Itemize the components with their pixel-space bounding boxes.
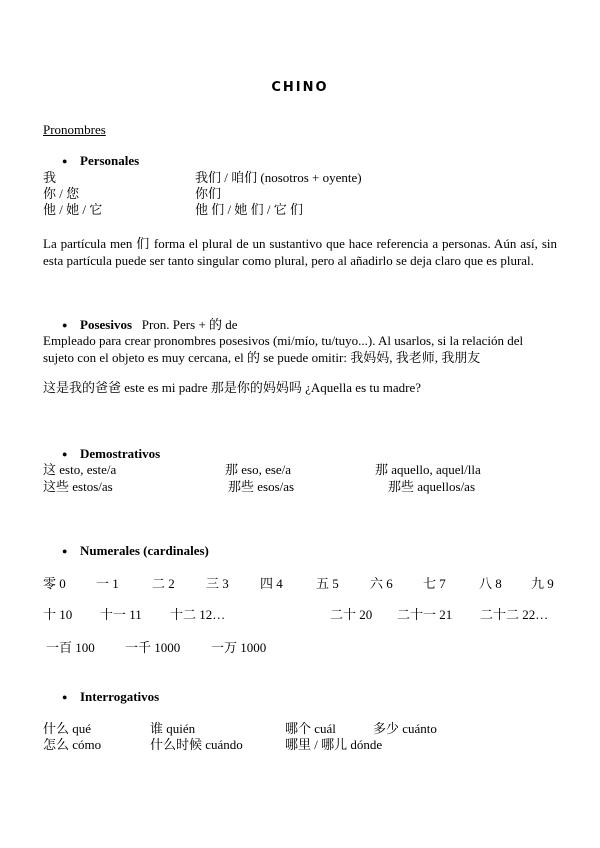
pronoun-plural: 你们: [195, 186, 222, 201]
posesivos-label: Posesivos: [80, 317, 132, 332]
numeral: 十二 12…: [170, 607, 226, 622]
numeral: 一万 1000: [211, 640, 267, 655]
plural-note: La partícula men 们 forma el plural de un sustantivo que hace referencia a personas. Aún así, sin esta partícula puede ser tanto singular como plural, pero al añadirlo se deja claro que es plural.: [43, 236, 557, 268]
numeral: 三 3: [206, 576, 229, 591]
interrogative: 怎么 cómo: [43, 737, 102, 752]
numeral: 九 9: [531, 576, 554, 591]
numeral: 六 6: [370, 576, 393, 591]
pronoun-plural: 他 们 / 她 们 / 它 们: [195, 202, 303, 217]
pronoun-plural: 我们 / 咱们 (nosotros + oyente): [195, 170, 362, 185]
subheading-interrogativos: ● Interrogativos: [80, 689, 159, 705]
pronoun-singular: 我: [43, 170, 57, 185]
pronoun-singular: 你 / 您: [43, 186, 80, 201]
interrogative: 哪个 cuál: [285, 721, 336, 736]
interrogative: 哪里 / 哪儿 dónde: [285, 737, 383, 752]
numeral: 四 4: [260, 576, 283, 591]
numeral: 五 5: [316, 576, 339, 591]
numeral: 一千 1000: [125, 640, 181, 655]
posesivos-example: 这是我的爸爸 este es mi padre 那是你的妈妈吗 ¿Aquella es tu madre?: [43, 380, 421, 395]
numeral: 二十一 21: [397, 607, 453, 622]
posesivos-text: Empleado para crear pronombres posesivos (mi/mío, tu/tuyo...). Al usarlos, si la relación del sujeto con el objeto es muy cercana, el 的 se puede omitir: 我妈妈, 我老师, 我朋友: [43, 333, 524, 365]
numeral: 十 10: [43, 607, 73, 622]
demonstrative-far: 那 aquello, aquel/lla: [375, 462, 481, 477]
subheading-posesivos: [80, 317, 238, 333]
section-heading: Pronombres: [43, 122, 106, 137]
interrogative: 什么时候 cuándo: [150, 737, 243, 752]
demonstrative-near: 这 esto, este/a: [43, 462, 117, 477]
subheading-demostrativos: ● Demostrativos: [80, 446, 160, 462]
posesivos-formula: Pron. Pers + 的 de: [141, 317, 238, 332]
demonstrative-near: 这些 estos/as: [43, 479, 113, 494]
pronoun-singular: 他 / 她 / 它: [43, 202, 103, 217]
demonstrative-mid: 那些 esos/as: [228, 479, 295, 494]
interrogative: 多少 cuánto: [373, 721, 437, 736]
numeral: 一 1: [96, 576, 119, 591]
numeral: 一百 100: [46, 640, 95, 655]
interrogative: 什么 qué: [43, 721, 92, 736]
demonstrative-far: 那些 aquellos/as: [388, 479, 476, 494]
numeral: 二十 20: [330, 607, 373, 622]
interrogative: 谁 quién: [150, 721, 196, 736]
demonstrative-mid: 那 eso, ese/a: [225, 462, 292, 477]
numeral: 零 0: [43, 576, 66, 591]
page-title: CHINO: [271, 80, 329, 95]
numeral: 二 2: [152, 576, 175, 591]
numeral: 七 7: [423, 576, 446, 591]
subheading-personales: ● Personales: [80, 153, 139, 169]
numeral: 十一 11: [100, 607, 142, 622]
subheading-numerales: ● Numerales (cardinales): [80, 543, 209, 559]
numeral: 二十二 22…: [480, 607, 549, 622]
numeral: 八 8: [479, 576, 502, 591]
